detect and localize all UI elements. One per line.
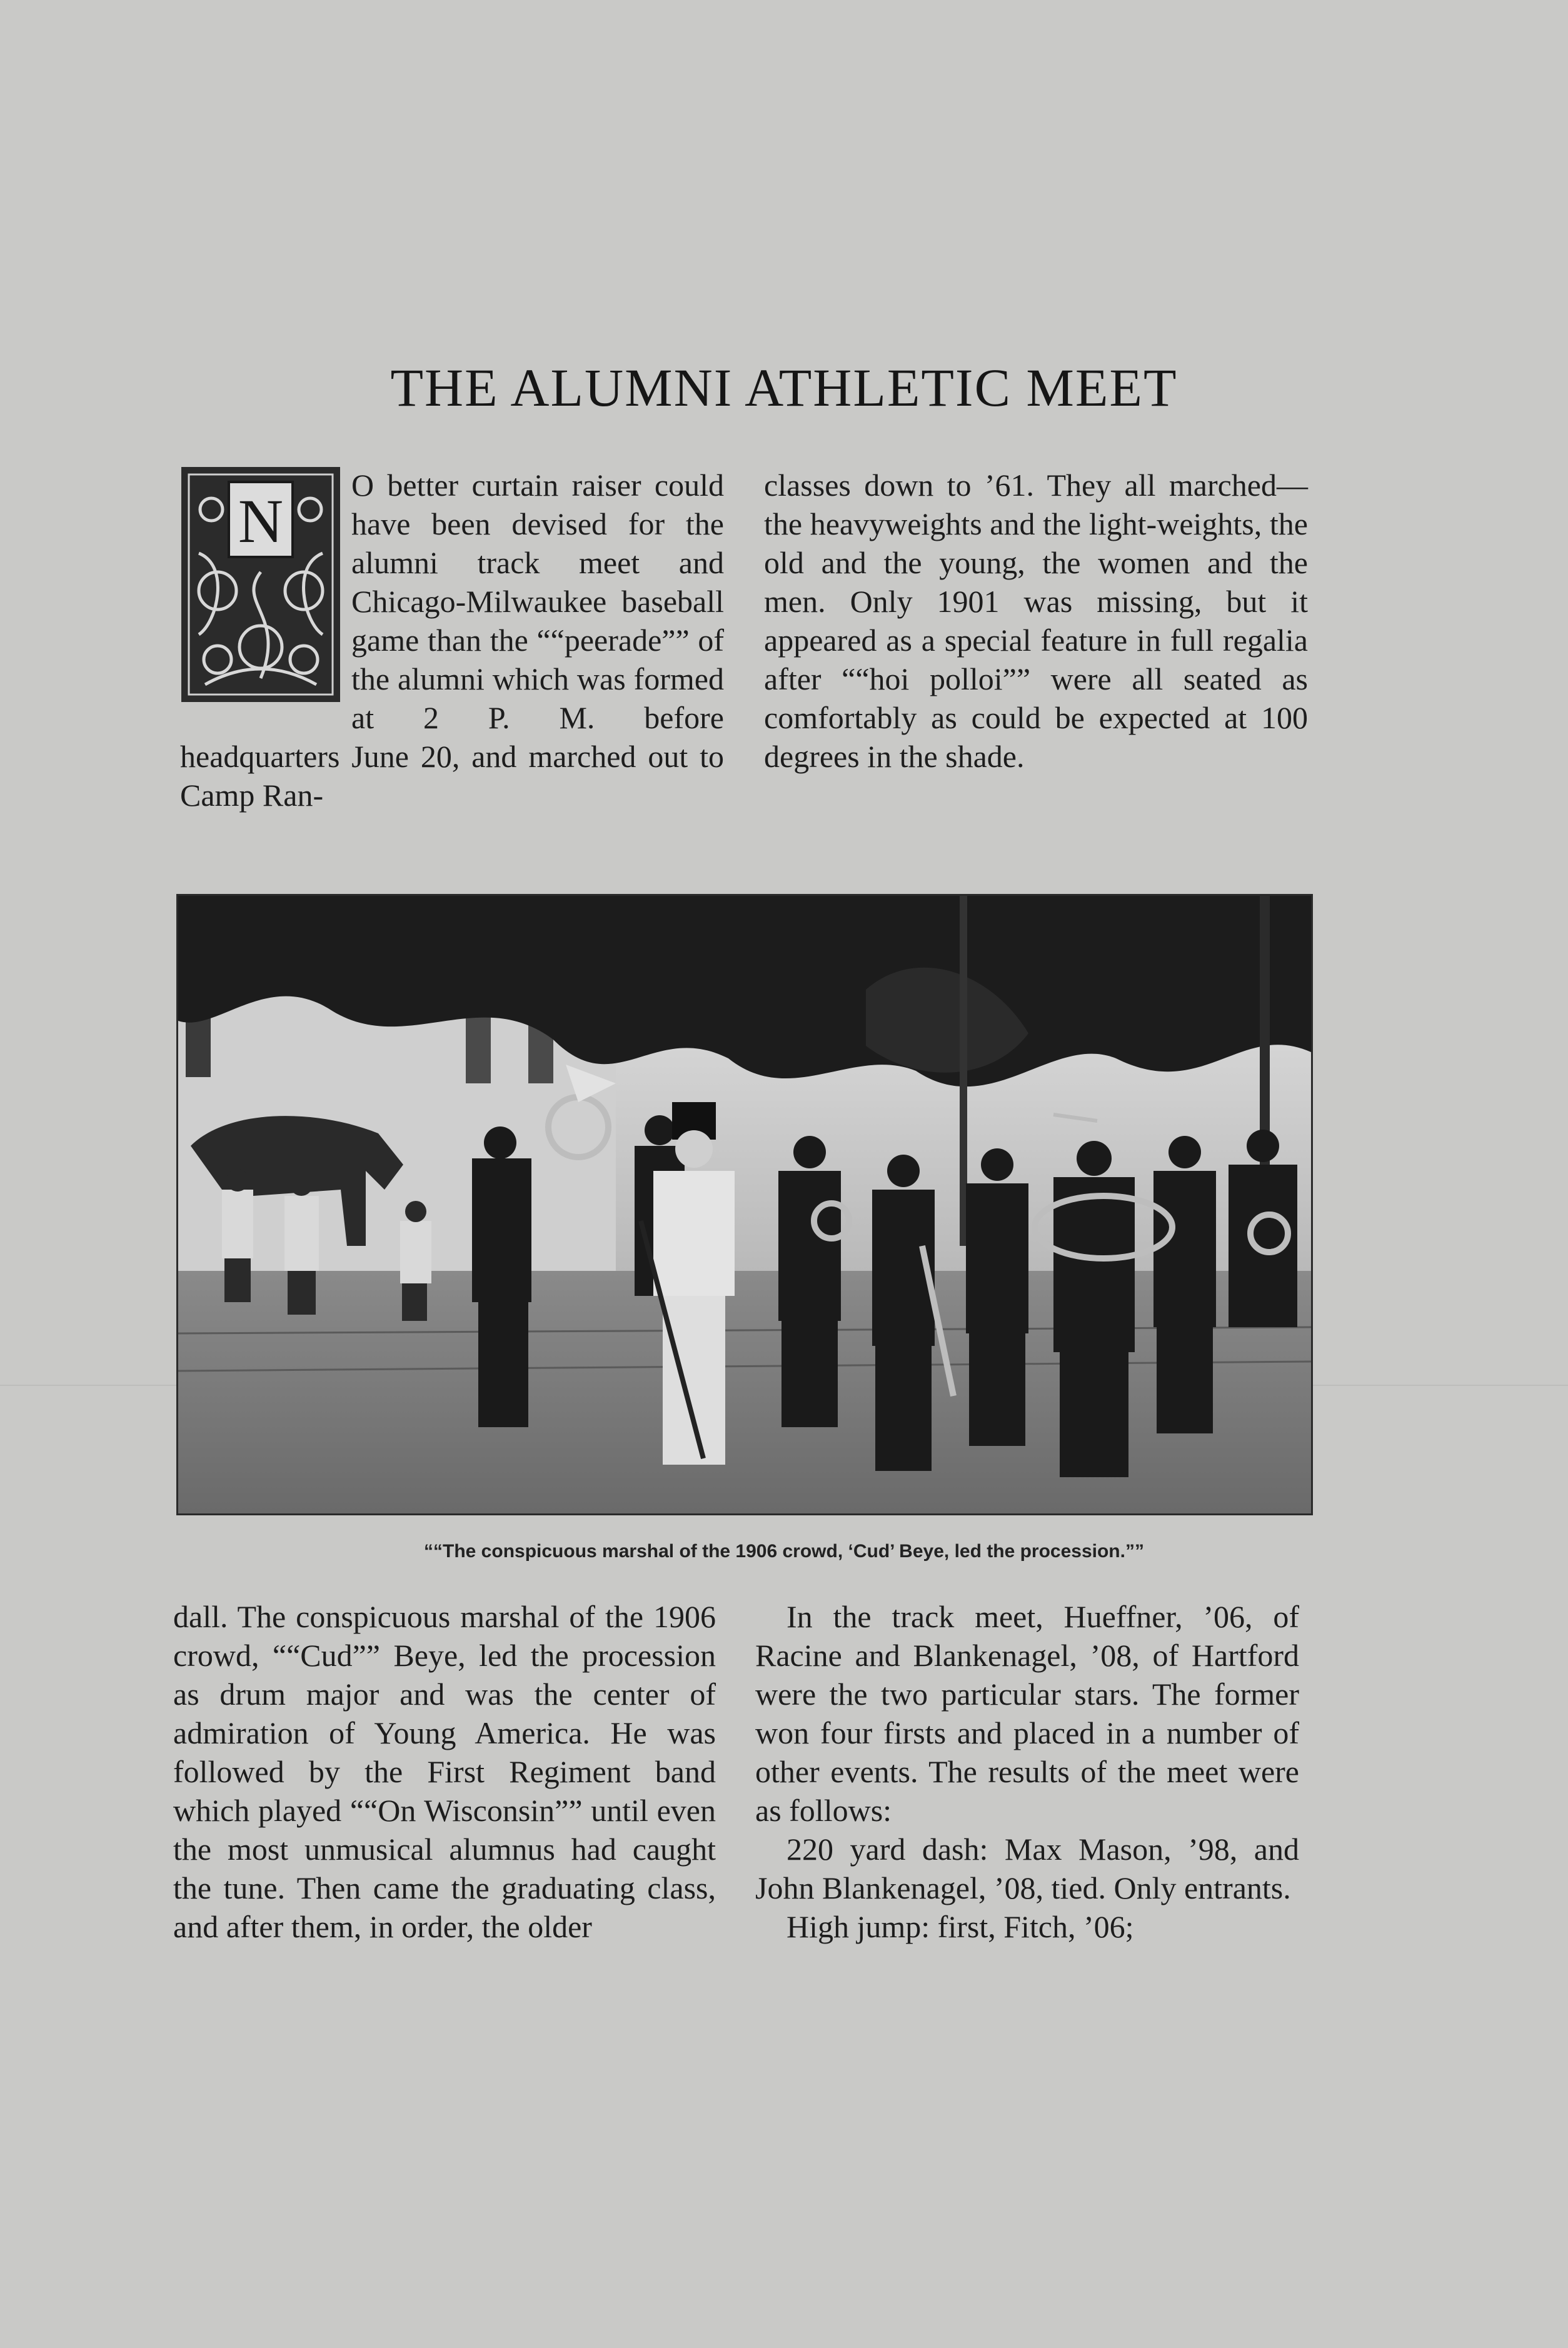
- article-paragraph-1: O better curtain raiser could have been devised for the alumni track meet and Chicago-Milwaukee baseball game than the ““peerade”” of the alumni which was formed at 2 P. M. before headquarters June 20, and marched out to Camp Ran-: [180, 468, 724, 813]
- article-paragraph-2: classes down to ’61. They all marched—the heavyweights and the light-weights, the old and the young, the women and the men. Only 1901 was missing, but it appeared as a special feature in full regalia after ““hoi polloi”” were all seated as comfortably as could be expected at 100 degrees in the shade.: [764, 468, 1308, 774]
- marching-band-photo: [176, 894, 1313, 1515]
- column-bottom-right: [755, 1597, 1299, 1946]
- dropcap-ornament-icon: [180, 466, 341, 703]
- dropcap-letter: N: [238, 486, 284, 556]
- result-220-yard-dash: 220 yard dash: Max Mason, ’98, and John Blankenagel, ’08, tied. Only entrants.: [755, 1832, 1299, 1905]
- result-high-jump: High jump: first, Fitch, ’06;: [787, 1909, 1134, 1944]
- article-paragraph-3: dall. The conspicuous marshal of the 1906 crowd, ““Cud”” Beye, led the procession as drum major and was the center of admiration of Young America. He was followed by the First Regiment band which played ““On Wisconsin”” until even the most unmusical alumnus had caught the tune. Then came the graduating class, and after them, in order, the older: [173, 1599, 716, 1944]
- article-title: THE ALUMNI ATHLETIC MEET: [390, 358, 1178, 418]
- column-top-right: [764, 466, 1308, 776]
- article-paragraph-4: In the track meet, Hueffner, ’06, of Racine and Blankenagel, ’08, of Hartford were the two particular stars. The former won four firsts and placed in a number of other events. The results of the meet were as follows:: [755, 1599, 1299, 1828]
- column-top-left: [180, 466, 724, 815]
- column-bottom-left: [173, 1597, 716, 1946]
- photo-caption: ““The conspicuous marshal of the 1906 crowd, ‘Cud’ Beye, led the procession.””: [424, 1541, 1144, 1562]
